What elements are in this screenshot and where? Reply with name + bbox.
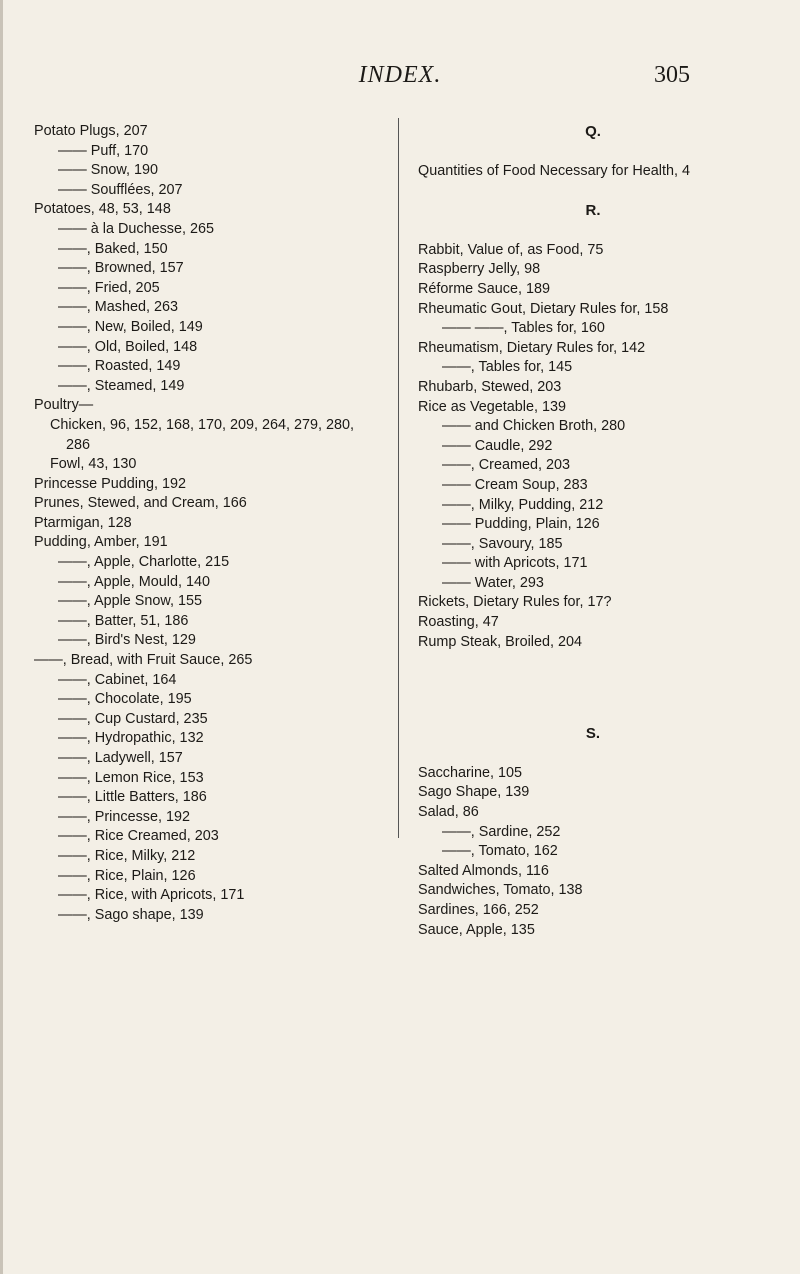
index-entry: Rhubarb, Stewed, 203	[418, 378, 562, 395]
index-entry: ——, Tables for, 145	[442, 359, 573, 376]
index-entry: ——, Lemon Rice, 153	[58, 769, 204, 786]
index-entry: ——, Tomato, 162	[442, 843, 558, 860]
index-entry: Fowl, 43, 130	[50, 456, 137, 473]
index-entry: ——, Fried, 205	[58, 279, 160, 296]
index-column-right	[418, 122, 768, 940]
index-entry: Rice as Vegetable, 139	[418, 398, 567, 415]
index-entry: Raspberry Jelly, 98	[418, 261, 541, 278]
index-entry: ——, Sago shape, 139	[58, 906, 204, 923]
index-entry: Prunes, Stewed, and Cream, 166	[34, 495, 247, 512]
section-q-entries	[418, 162, 768, 182]
index-entry: ——, Browned, 157	[58, 260, 184, 277]
section-letter-s: S.	[585, 725, 601, 743]
index-entry: ——, Bread, with Fruit Sauce, 265	[34, 652, 253, 669]
index-entry: —— ——, Tables for, 160	[442, 320, 605, 337]
section-letter-q: Q.	[585, 123, 601, 140]
index-entry: ——, Creamed, 203	[442, 457, 570, 474]
index-entry: ——, Old, Boiled, 148	[58, 338, 198, 355]
index-entry: —— Snow, 190	[58, 162, 158, 179]
index-entry: Sandwiches, Tomato, 138	[418, 882, 583, 899]
index-entry: —— Puff, 170	[58, 142, 149, 159]
index-entry: Rheumatic Gout, Dietary Rules for, 158	[418, 300, 669, 317]
section-s-entries	[418, 764, 768, 940]
page-title: INDEX.	[358, 62, 442, 88]
index-entry: ——, Apple, Mould, 140	[58, 573, 210, 590]
index-entry: Réforme Sauce, 189	[418, 280, 550, 297]
index-entry: Salted Almonds, 116	[418, 862, 549, 879]
index-entry: —— Caudle, 292	[442, 437, 553, 454]
index-entry: ——, Princesse, 192	[58, 808, 190, 825]
index-entry: ——, Savoury, 185	[442, 535, 563, 552]
index-entry: Poultry—	[34, 397, 94, 414]
index-entry: Saccharine, 105	[418, 764, 523, 781]
index-entry: Sauce, Apple, 135	[418, 921, 535, 938]
section-letter-r: R.	[585, 202, 601, 220]
index-entry: Potato Plugs, 207	[34, 123, 148, 139]
index-entry: Sardines, 166, 252	[418, 902, 539, 918]
index-entry: ——, Milky, Pudding, 212	[442, 496, 604, 513]
section-r-entries	[418, 241, 768, 652]
index-entry: ——, Steamed, 149	[58, 377, 185, 394]
index-entry: ——, Baked, 150	[58, 240, 168, 257]
index-entry: Rickets, Dietary Rules for, 17?	[418, 594, 612, 611]
index-entry: —— Pudding, Plain, 126	[442, 516, 600, 533]
index-entry: Rheumatism, Dietary Rules for, 142	[418, 339, 646, 356]
index-entry: ——, Ladywell, 157	[58, 750, 183, 766]
index-entry: —— à la Duchesse, 265	[58, 220, 214, 237]
index-entry: ——, Rice, Milky, 212	[58, 847, 196, 864]
index-entry: Rabbit, Value of, as Food, 75	[418, 241, 604, 258]
index-entry: Princesse Pudding, 192	[34, 475, 187, 492]
index-entry: Quantities of Food Necessary for Health, 4	[418, 162, 690, 179]
index-entry: —— with Apricots, 171	[442, 555, 588, 572]
index-entry: Roasting, 47	[418, 614, 499, 631]
index-entry: —— Water, 293	[442, 574, 544, 591]
index-entry: ——, Roasted, 149	[58, 358, 181, 375]
index-entry: Potatoes, 48, 53, 148	[34, 201, 171, 218]
index-entry: ——, Bird's Nest, 129	[58, 632, 196, 649]
index-entry: ——, Apple Snow, 155	[58, 593, 202, 610]
index-entry: ——, Hydropathic, 132	[58, 730, 204, 747]
index-entry: —— Cream Soup, 283	[442, 476, 588, 493]
index-entry: Chicken, 96, 152, 168, 170, 209, 264, 279, 280, 286	[50, 416, 355, 453]
column-divider	[398, 118, 399, 838]
index-entry: Sago Shape, 139	[418, 784, 530, 801]
index-column-left	[34, 122, 379, 925]
index-entry: Salad, 86	[418, 804, 479, 821]
index-entry: ——, Rice Creamed, 203	[58, 828, 219, 845]
index-entry: Ptarmigan, 128	[34, 514, 132, 531]
index-entry: —— Soufflées, 207	[58, 181, 183, 198]
index-entry: ——, Rice, with Apricots, 171	[58, 887, 245, 904]
index-entry: Pudding, Amber, 191	[34, 534, 168, 551]
index-entry: ——, New, Boiled, 149	[58, 318, 203, 335]
index-entry: ——, Little Batters, 186	[58, 789, 207, 806]
page-number: 305	[654, 62, 690, 88]
index-entry: ——, Cabinet, 164	[58, 671, 177, 688]
index-entry: ——, Chocolate, 195	[58, 691, 192, 708]
index-entry: ——, Batter, 51, 186	[58, 612, 189, 629]
index-entry: ——, Sardine, 252	[442, 823, 561, 840]
index-entry: ——, Rice, Plain, 126	[58, 867, 196, 884]
index-entry: Rump Steak, Broiled, 204	[418, 633, 582, 650]
index-entry: ——, Apple, Charlotte, 215	[58, 554, 230, 571]
index-entry: —— and Chicken Broth, 280	[442, 418, 626, 435]
index-entry: ——, Cup Custard, 235	[58, 710, 208, 727]
page-edge	[0, 0, 3, 1274]
index-entry: ——, Mashed, 263	[58, 299, 178, 316]
